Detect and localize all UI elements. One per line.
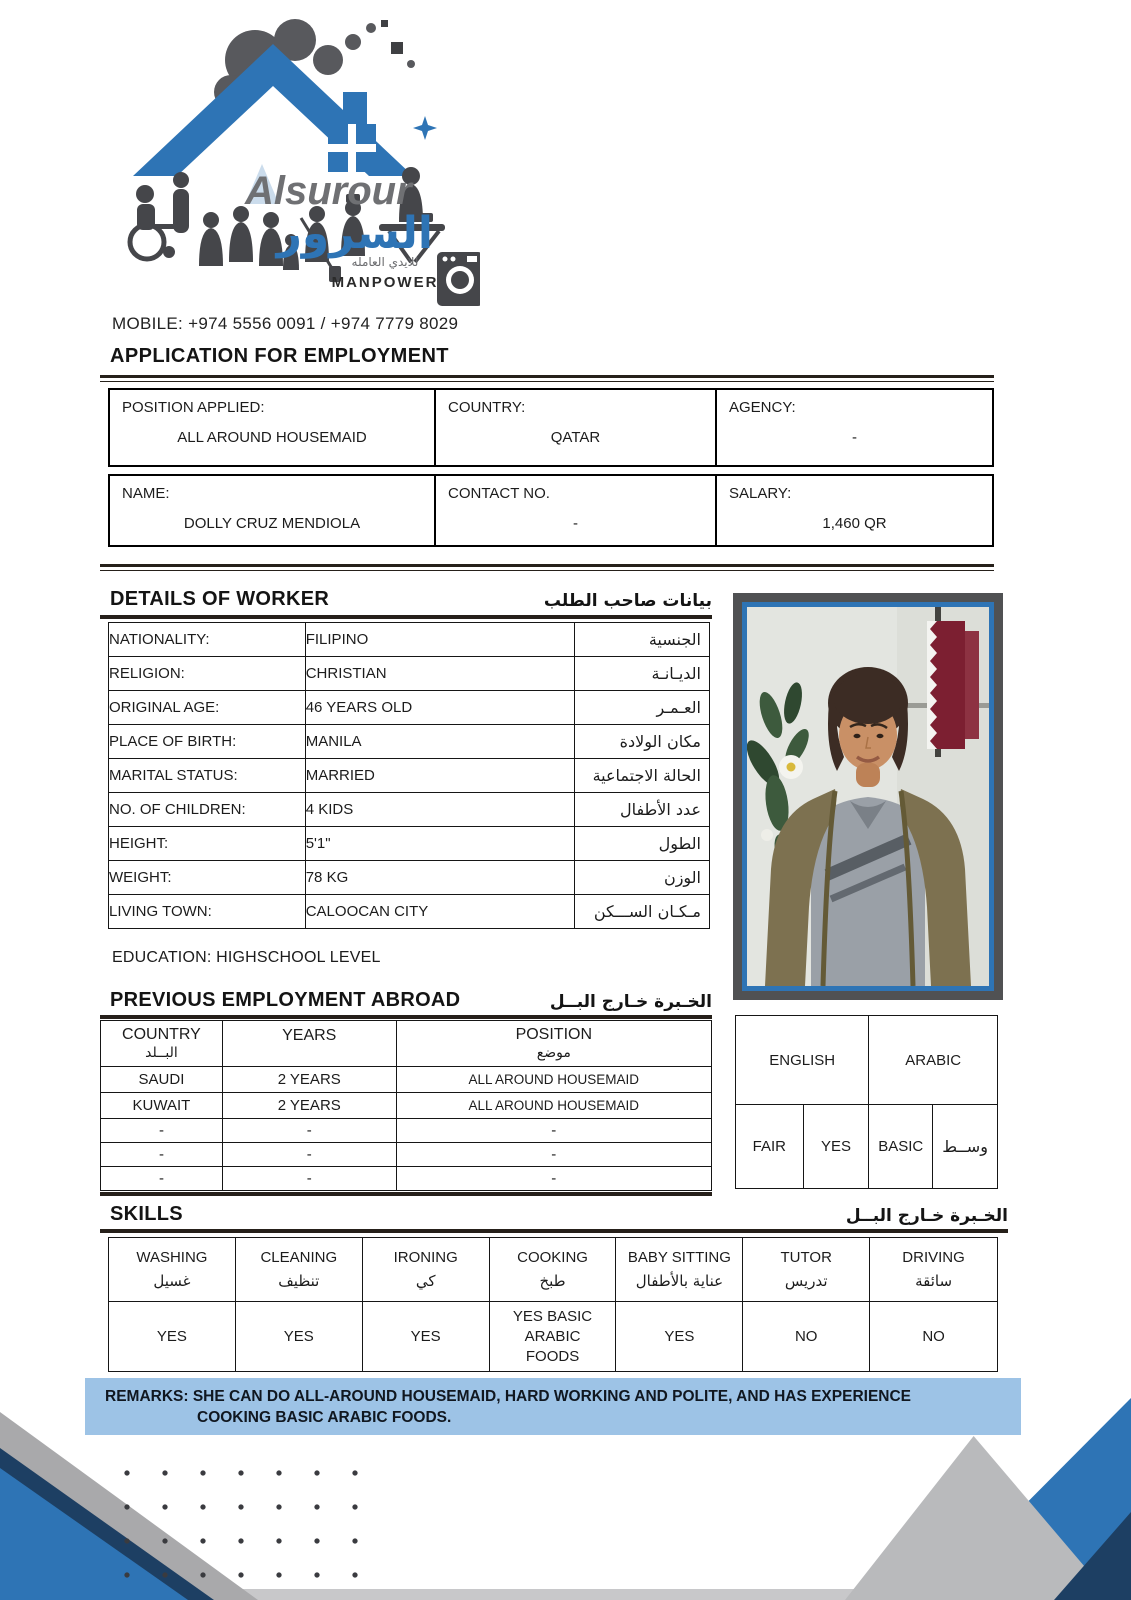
agency-logo — [95, 8, 480, 313]
employment-years: 2 YEARS — [222, 1093, 396, 1119]
table-row — [101, 1143, 712, 1167]
table-row — [109, 793, 710, 827]
employment-section-header — [100, 989, 712, 1012]
skill-cooking-value: YES BASIC ARABIC FOODS — [489, 1302, 616, 1372]
skill-cooking-header: COOKING طبخ — [489, 1238, 616, 1302]
employment-country: - — [101, 1167, 223, 1191]
country-cell — [436, 388, 717, 467]
application-row-2 — [108, 474, 994, 547]
table-row — [101, 1067, 712, 1093]
name-label: NAME: — [122, 485, 170, 502]
table-row — [101, 1167, 712, 1191]
skill-driving-value: NO — [870, 1302, 998, 1372]
detail-arabic: مكان الولادة — [575, 725, 710, 759]
table-row — [101, 1093, 712, 1119]
contact-no-label: CONTACT NO. — [448, 485, 550, 502]
detail-label: RELIGION: — [109, 657, 306, 691]
position-column-header: POSITION موضع — [396, 1021, 711, 1067]
employment-years: 2 YEARS — [222, 1067, 396, 1093]
skills-header-row — [109, 1238, 998, 1302]
education-line: EDUCATION: HIGHSCHOOL LEVEL — [112, 949, 381, 966]
skill-cleaning-header: CLEANING تنظيف — [235, 1238, 362, 1302]
remarks-banner: REMARKS: SHE CAN DO ALL-AROUND HOUSEMAID, HARD WORKING AND POLITE, AND HAS EXPERIENCE COOKING BASIC ARABIC FOODS. — [85, 1378, 1021, 1435]
detail-arabic: الجنسية — [575, 623, 710, 657]
employment-years: - — [222, 1167, 396, 1191]
detail-value: MANILA — [305, 725, 574, 759]
detail-arabic: العـمـر — [575, 691, 710, 725]
table-row — [109, 657, 710, 691]
logo-manpower-label: MANPOWER — [331, 274, 439, 291]
skills-value-row — [109, 1302, 998, 1372]
logo-name-latin: Alsurour — [245, 169, 412, 213]
english-level: FAIR — [736, 1105, 804, 1189]
skills-table — [108, 1237, 998, 1372]
salary-cell — [717, 474, 994, 547]
name-cell — [108, 474, 436, 547]
position-applied-label: POSITION APPLIED: — [122, 399, 265, 416]
skill-washing-header: WASHING غسيل — [109, 1238, 236, 1302]
details-title: DETAILS OF WORKER — [110, 588, 330, 610]
employment-country: - — [101, 1119, 223, 1143]
country-value: QATAR — [550, 429, 601, 446]
detail-label: LIVING TOWN: — [109, 895, 306, 929]
english-speak: YES — [803, 1105, 869, 1189]
details-title-arabic: بيانات صاحب الطلب — [543, 591, 712, 611]
detail-arabic: الوزن — [575, 861, 710, 895]
house-roof-icon — [133, 44, 437, 176]
detail-value: CHRISTIAN — [305, 657, 574, 691]
detail-arabic: الطول — [575, 827, 710, 861]
detail-value: 5'1" — [305, 827, 574, 861]
table-row — [109, 759, 710, 793]
detail-arabic: الحالة الاجتماعية — [575, 759, 710, 793]
skill-washing-value: YES — [109, 1302, 236, 1372]
logo-tagline-arabic: للايدي العامله — [351, 255, 419, 269]
employment-position: ALL AROUND HOUSEMAID — [396, 1067, 711, 1093]
table-row — [109, 725, 710, 759]
english-label: ENGLISH — [736, 1016, 869, 1105]
languages-header-row — [736, 1016, 998, 1105]
employment-title: PREVIOUS EMPLOYMENT ABROAD — [110, 989, 461, 1011]
skill-babysitting-value: YES — [616, 1302, 743, 1372]
details-section-header — [100, 588, 712, 611]
dots-grid-decoration — [102, 1450, 386, 1596]
skill-ironing-header: IRONING كي — [362, 1238, 489, 1302]
detail-label: WEIGHT: — [109, 861, 306, 895]
employment-country: - — [101, 1143, 223, 1167]
name-value: DOLLY CRUZ MENDIOLA — [183, 515, 361, 532]
detail-arabic: عدد الأطفال — [575, 793, 710, 827]
detail-arabic: مـكـان الســـكن — [575, 895, 710, 929]
employment-bottom-divider — [100, 1192, 712, 1196]
salary-value: 1,460 QR — [822, 515, 887, 532]
detail-label: PLACE OF BIRTH: — [109, 725, 306, 759]
worker-photo-inner-frame — [742, 602, 994, 991]
table-row — [101, 1119, 712, 1143]
languages-value-row — [736, 1105, 998, 1189]
detail-value: 78 KG — [305, 861, 574, 895]
detail-label: ORIGINAL AGE: — [109, 691, 306, 725]
employment-divider — [100, 1015, 712, 1019]
employment-title-arabic: الخـبرة خـارج البــل — [549, 992, 712, 1012]
detail-label: NATIONALITY: — [109, 623, 306, 657]
detail-value: FILIPINO — [305, 623, 574, 657]
languages-table — [735, 1015, 998, 1189]
skills-title-arabic: الخـبرة خـارج البــل — [845, 1206, 1008, 1226]
contact-no-cell — [436, 474, 717, 547]
employment-table — [100, 1020, 712, 1191]
detail-label: MARITAL STATUS: — [109, 759, 306, 793]
employment-country: KUWAIT — [101, 1093, 223, 1119]
logo-name-arabic: السرور — [276, 208, 433, 259]
details-divider — [100, 615, 712, 619]
application-table — [108, 388, 994, 547]
skill-tutor-value: NO — [743, 1302, 870, 1372]
employment-years: - — [222, 1119, 396, 1143]
table-row — [109, 623, 710, 657]
detail-label: NO. OF CHILDREN: — [109, 793, 306, 827]
arabic-label: ARABIC — [869, 1016, 998, 1105]
employment-position: - — [396, 1119, 711, 1143]
table-row — [109, 691, 710, 725]
mobile-contact: MOBILE: +974 5556 0091 / +974 7779 8029 — [112, 314, 459, 333]
page-title: APPLICATION FOR EMPLOYMENT — [110, 345, 449, 367]
employment-position: - — [396, 1167, 711, 1191]
employment-position: - — [396, 1143, 711, 1167]
arabic-level: BASIC — [869, 1105, 933, 1189]
employment-position: ALL AROUND HOUSEMAID — [396, 1093, 711, 1119]
employment-years: - — [222, 1143, 396, 1167]
skill-driving-header: DRIVING سائقة — [870, 1238, 998, 1302]
agency-cell — [717, 388, 994, 467]
agency-label: AGENCY: — [729, 399, 796, 416]
country-column-header: COUNTRY البــلد — [101, 1021, 223, 1067]
contact-no-value: - — [573, 515, 578, 532]
application-row-1 — [108, 388, 994, 467]
skill-babysitting-header: BABY SITTING عناية بالأطفال — [616, 1238, 743, 1302]
detail-value: 4 KIDS — [305, 793, 574, 827]
arabic-level-arabic: وســط — [933, 1105, 998, 1189]
country-label: COUNTRY: — [448, 399, 526, 416]
position-applied-cell — [108, 388, 436, 467]
agency-value: - — [852, 429, 857, 446]
skills-divider — [100, 1229, 1008, 1233]
details-table — [108, 622, 710, 929]
detail-value: MARRIED — [305, 759, 574, 793]
worker-portrait — [747, 607, 989, 986]
section-divider — [100, 564, 994, 571]
table-row — [109, 827, 710, 861]
years-column-header: YEARS — [222, 1021, 396, 1067]
skills-section-header — [100, 1203, 1008, 1226]
skill-cleaning-value: YES — [235, 1302, 362, 1372]
detail-value: 46 YEARS OLD — [305, 691, 574, 725]
employment-country: SAUDI — [101, 1067, 223, 1093]
title-divider — [100, 375, 994, 382]
detail-value: CALOOCAN CITY — [305, 895, 574, 929]
skills-title: SKILLS — [110, 1203, 183, 1225]
position-applied-value: ALL AROUND HOUSEMAID — [177, 429, 367, 446]
skill-tutor-header: TUTOR تدريس — [743, 1238, 870, 1302]
worker-photo — [733, 593, 1003, 1000]
detail-arabic: الديـانـة — [575, 657, 710, 691]
salary-label: SALARY: — [729, 485, 792, 502]
table-row — [109, 861, 710, 895]
table-row — [109, 895, 710, 929]
detail-label: HEIGHT: — [109, 827, 306, 861]
skill-ironing-value: YES — [362, 1302, 489, 1372]
employment-header-row — [101, 1021, 712, 1067]
